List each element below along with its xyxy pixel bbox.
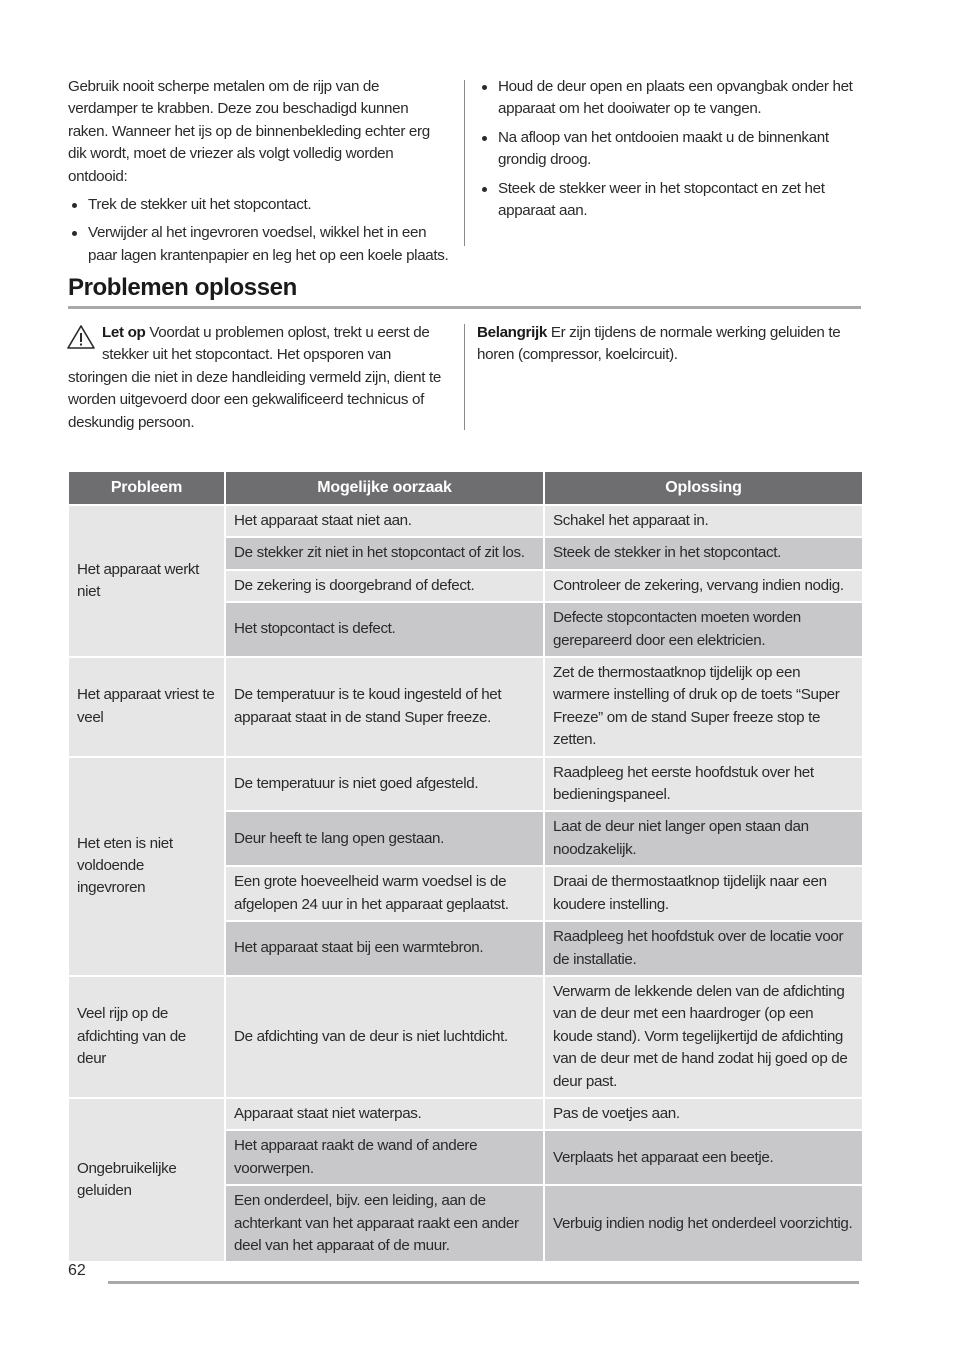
notice-divider [464, 324, 465, 430]
solution-cell: Laat de deur niet langer open staan dan noodzakelijk. [545, 812, 862, 865]
section-rule [68, 306, 861, 309]
caution-text: Voordat u problemen oplost, trekt u eerst de stekker uit het stopcontact. Het opsporen van storingen die niet in deze handleiding vermeld zijn, dient te worden uitgevoerd door een gekwalificeerd technicus of deskundig persoon. [68, 324, 441, 431]
cause-cell: Een onderdeel, bijv. een leiding, aan de achterkant van het apparaat raakt een ander deel van het apparaat of de muur. [226, 1186, 543, 1261]
problem-cell: Het apparaat werkt niet [69, 506, 224, 656]
table-row [69, 977, 862, 1097]
solution-cell: Schakel het apparaat in. [545, 506, 862, 536]
list-item: Houd de deur open en plaats een opvangbak onder het apparaat om het dooiwater op te vangen. [478, 76, 861, 121]
solution-cell: Draai de thermostaatknop tijdelijk naar een koudere instelling. [545, 867, 862, 920]
solution-cell: Raadpleeg het eerste hoofdstuk over het bedieningspaneel. [545, 758, 862, 811]
table-row [69, 506, 862, 536]
problem-cell: Het eten is niet voldoende ingevroren [69, 758, 224, 975]
intro-right-column [478, 76, 861, 228]
column-header-problem: Probleem [69, 472, 224, 504]
cause-cell: Het apparaat staat bij een warmtebron. [226, 922, 543, 975]
solution-cell: Raadpleeg het hoofdstuk over de locatie voor de installatie. [545, 922, 862, 975]
section-title: Problemen oplossen [68, 274, 297, 301]
intro-left-column [68, 76, 452, 267]
solution-cell: Verbuig indien nodig het onderdeel voorzichtig. [545, 1186, 862, 1261]
solution-cell: Verwarm de lekkende delen van de afdichting van de deur met een haardroger (op een koude stand). Vorm tegelijkertijd de afdichting van de deur met de hand zodat hij goed op de deur past. [545, 977, 862, 1097]
solution-cell: Steek de stekker in het stopcontact. [545, 538, 862, 568]
troubleshooting-table [67, 470, 864, 1263]
defrost-steps-list-right [478, 76, 861, 222]
cause-cell: De stekker zit niet in het stopcontact of zit los. [226, 538, 543, 568]
caution-label: Let op [102, 324, 146, 341]
cause-cell: De afdichting van de deur is niet luchtdicht. [226, 977, 543, 1097]
list-item: Trek de stekker uit het stopcontact. [68, 194, 452, 216]
column-header-cause: Mogelijke oorzaak [226, 472, 543, 504]
warning-triangle-icon [66, 324, 96, 350]
list-item: Steek de stekker weer in het stopcontact en zet het apparaat aan. [478, 178, 861, 223]
table-row [69, 758, 862, 811]
cause-cell: Een grote hoeveelheid warm voedsel is de afgelopen 24 uur in het apparaat geplaatst. [226, 867, 543, 920]
column-divider [464, 80, 465, 246]
cause-cell: De temperatuur is te koud ingesteld of het apparaat staat in de stand Super freeze. [226, 658, 543, 756]
solution-cell: Controleer de zekering, vervang indien nodig. [545, 571, 862, 601]
cause-cell: De zekering is doorgebrand of defect. [226, 571, 543, 601]
problem-cell: Veel rijp op de afdichting van de deur [69, 977, 224, 1097]
solution-cell: Pas de voetjes aan. [545, 1099, 862, 1129]
important-notice [477, 322, 861, 367]
table-row [69, 658, 862, 756]
defrost-steps-list-left [68, 194, 452, 267]
cause-cell: Het stopcontact is defect. [226, 603, 543, 656]
cause-cell: Apparaat staat niet waterpas. [226, 1099, 543, 1129]
intro-columns [68, 76, 861, 264]
caution-notice [68, 322, 452, 434]
cause-cell: Deur heeft te lang open gestaan. [226, 812, 543, 865]
important-text: Er zijn tijdens de normale werking geluiden te horen (compressor, koelcircuit). [477, 324, 841, 364]
list-item: Na afloop van het ontdooien maakt u de binnenkant grondig droog. [478, 127, 861, 172]
cause-cell: De temperatuur is niet goed afgesteld. [226, 758, 543, 811]
table-header-row [69, 472, 862, 504]
column-header-solution: Oplossing [545, 472, 862, 504]
footer-rule [108, 1281, 859, 1284]
solution-cell: Defecte stopcontacten moeten worden gerepareerd door een elektricien. [545, 603, 862, 656]
cause-cell: Het apparaat raakt de wand of andere voorwerpen. [226, 1131, 543, 1184]
table-row [69, 1099, 862, 1129]
important-label: Belangrijk [477, 324, 547, 341]
list-item: Verwijder al het ingevroren voedsel, wikkel het in een paar lagen krantenpapier en leg het op een koele plaats. [68, 222, 452, 267]
cause-cell: Het apparaat staat niet aan. [226, 506, 543, 536]
intro-paragraph: Gebruik nooit scherpe metalen om de rijp van de verdamper te krabben. Deze zou beschadigd kunnen raken. Wanneer het ijs op de binnenbekleding echter erg dik wordt, moet de vriezer als volgt volledig worden ontdooid: [68, 78, 430, 185]
solution-cell: Verplaats het apparaat een beetje. [545, 1131, 862, 1184]
solution-cell: Zet de thermostaatknop tijdelijk op een warmere instelling of druk op de toets “Super Freeze” om de stand Super freeze stop te zetten. [545, 658, 862, 756]
problem-cell: Ongebruikelijke geluiden [69, 1099, 224, 1261]
problem-cell: Het apparaat vriest te veel [69, 658, 224, 756]
page-number: 62 [68, 1262, 86, 1279]
